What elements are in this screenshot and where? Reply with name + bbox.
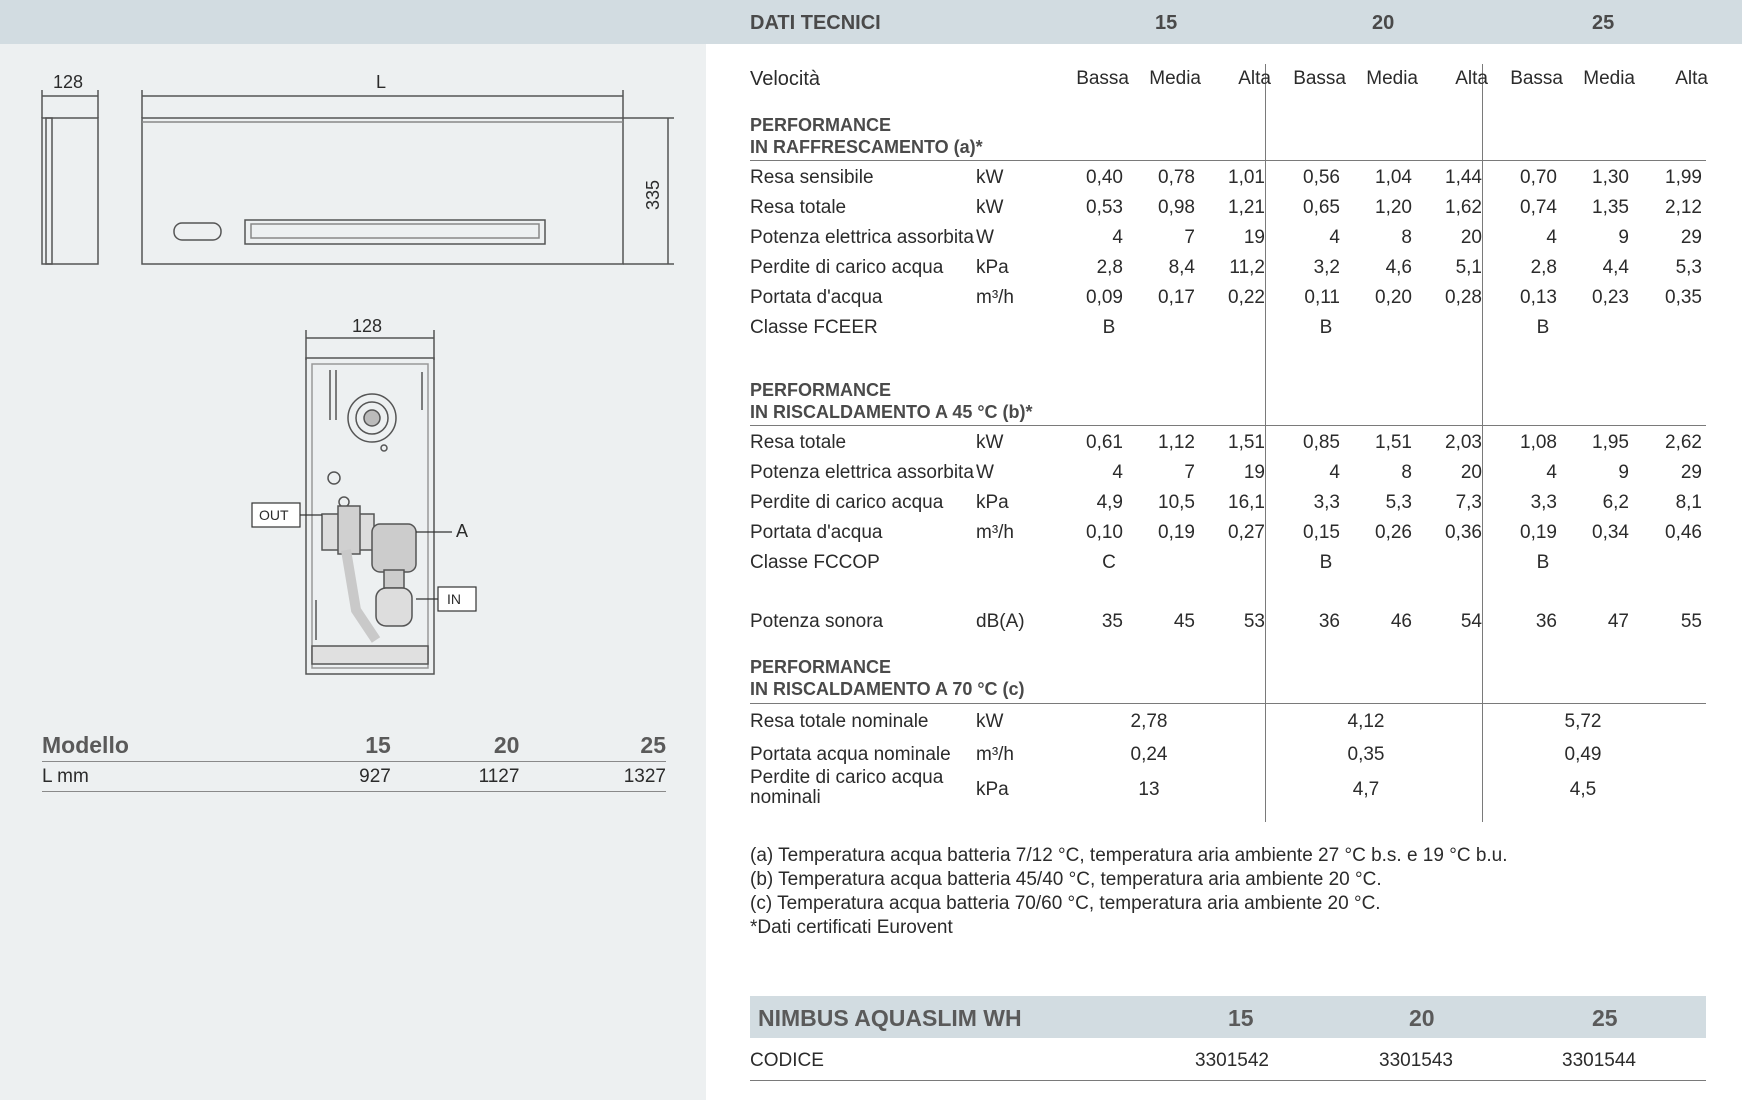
- model-header-label: Modello: [42, 732, 129, 758]
- row-value: 1,51: [1228, 432, 1265, 453]
- row-value: 1,62: [1445, 197, 1482, 218]
- speed-0: Bassa: [1076, 68, 1129, 89]
- row-value: 3,3: [1530, 492, 1557, 513]
- row-value: 0,19: [1520, 522, 1557, 543]
- row-value: 1,08: [1520, 432, 1557, 453]
- dim-height: 335: [643, 179, 663, 210]
- row-label: Portata d'acqua: [750, 287, 883, 308]
- model-header-15: 15: [365, 732, 391, 758]
- speed-2: Alta: [1238, 68, 1271, 89]
- row-unit: m³/h: [976, 522, 1014, 543]
- row-unit: m³/h: [976, 287, 1014, 308]
- row-value: 1,99: [1665, 167, 1702, 188]
- row-value: 6,2: [1602, 492, 1629, 513]
- row-value: 4,12: [1347, 711, 1385, 732]
- code-25: 3301544: [1562, 1050, 1636, 1071]
- tech-model-25: 25: [1592, 12, 1615, 34]
- row-value: 1,12: [1158, 432, 1195, 453]
- class-value: B: [1536, 317, 1550, 338]
- speed-6: Bassa: [1510, 68, 1563, 89]
- codes-model-20: 20: [1409, 1005, 1435, 1031]
- row-value: 0,40: [1086, 167, 1123, 188]
- sound-value: 35: [1101, 611, 1123, 632]
- row-unit: kPa: [976, 492, 1009, 513]
- speed-7: Media: [1583, 68, 1635, 89]
- row-value: 29: [1680, 227, 1702, 248]
- technical-data-section: [706, 0, 1742, 1100]
- row-value: 0,98: [1158, 197, 1195, 218]
- row-value: 9: [1618, 462, 1629, 483]
- class-label: Classe FCEER: [750, 317, 878, 338]
- row-value: 19: [1243, 462, 1265, 483]
- sound-value: 53: [1243, 611, 1265, 632]
- row-value: 2,78: [1130, 711, 1168, 732]
- heating70-rule: [750, 703, 1706, 704]
- row-value: 1,21: [1228, 197, 1265, 218]
- row-value: 20: [1460, 227, 1482, 248]
- row-label: Perdite di carico acqua: [750, 257, 944, 278]
- row-value: 0,26: [1375, 522, 1412, 543]
- row-label: Resa totale: [750, 432, 847, 453]
- row-value: 0,78: [1158, 167, 1195, 188]
- tech-model-20: 20: [1372, 12, 1395, 34]
- footnote-c: (c) Temperatura acqua batteria 70/60 °C, temperatura aria ambiente 20 °C.: [750, 893, 1381, 914]
- tech-header: [706, 0, 1742, 44]
- label-in: IN: [447, 591, 461, 607]
- row-value: 1,01: [1228, 167, 1265, 188]
- speed-4: Media: [1366, 68, 1418, 89]
- heating70-section-title: [750, 656, 1025, 700]
- row-value: 5,3: [1385, 492, 1412, 513]
- heating45-title-line2: IN RISCALDAMENTO A 45 °C (b)*: [750, 402, 1033, 422]
- row-unit: kW: [976, 197, 1004, 218]
- row-value: 0,27: [1228, 522, 1265, 543]
- row-value: 4,4: [1602, 257, 1629, 278]
- row-value: 8: [1401, 227, 1412, 248]
- row-value: 4,6: [1385, 257, 1412, 278]
- row-value: 0,09: [1086, 287, 1123, 308]
- row-value: 20: [1460, 462, 1482, 483]
- row-value: 0,61: [1086, 432, 1123, 453]
- sound-value: 36: [1535, 611, 1557, 632]
- row-value: 0,10: [1086, 522, 1123, 543]
- codes-header: [750, 996, 1706, 1038]
- row-value: 8: [1401, 462, 1412, 483]
- row-value: 2,03: [1445, 432, 1482, 453]
- side-view-drawing: [42, 90, 98, 264]
- speed-1: Media: [1149, 68, 1201, 89]
- code-20: 3301543: [1379, 1050, 1453, 1071]
- cooling-title-line1: PERFORMANCE: [750, 115, 892, 135]
- row-value: 0,22: [1228, 287, 1265, 308]
- row-value: 0,15: [1303, 522, 1340, 543]
- speed-label: Velocità: [750, 68, 821, 90]
- row-value: 5,1: [1455, 257, 1482, 278]
- row-value: 0,13: [1520, 287, 1557, 308]
- row-value: 11,2: [1229, 257, 1265, 278]
- row-label: Resa sensibile: [750, 167, 874, 188]
- cooling-rule: [750, 160, 1706, 161]
- speed-5: Alta: [1455, 68, 1488, 89]
- model-header-25: 25: [640, 732, 666, 758]
- row-label: Portata acqua nominale: [750, 744, 951, 765]
- label-a: A: [456, 521, 469, 541]
- codes-rule: [750, 1080, 1706, 1081]
- heating45-rule: [750, 425, 1706, 426]
- class-value: B: [1319, 317, 1333, 338]
- footnote-b: (b) Temperatura acqua batteria 45/40 °C, temperatura aria ambiente 20 °C.: [750, 869, 1382, 890]
- model-length-table: [42, 730, 666, 792]
- sound-value: 47: [1607, 611, 1629, 632]
- model-table-header: [42, 730, 666, 762]
- row-value: 1,35: [1592, 197, 1629, 218]
- row-value: 4: [1546, 462, 1557, 483]
- class-label: Classe FCCOP: [750, 552, 880, 573]
- row-value: 0,46: [1665, 522, 1702, 543]
- speed-8: Alta: [1675, 68, 1708, 89]
- sound-value: 55: [1680, 611, 1702, 632]
- row-unit: kPa: [976, 257, 1009, 278]
- row-value: 0,34: [1592, 522, 1629, 543]
- row-value: 1,51: [1375, 432, 1412, 453]
- row-value: 0,85: [1303, 432, 1340, 453]
- row-value: 9: [1618, 227, 1629, 248]
- row-value: 1,44: [1445, 167, 1482, 188]
- row-value: 3,2: [1313, 257, 1340, 278]
- dim-length: L: [376, 72, 387, 92]
- row-label: Potenza elettrica assorbita: [750, 462, 974, 483]
- row-label: Perdite di carico acqua: [750, 492, 944, 513]
- row-value: 4,9: [1096, 492, 1123, 513]
- row-value: 8,1: [1675, 492, 1702, 513]
- sound-label: Potenza sonora: [750, 611, 884, 632]
- row-value: 0,49: [1564, 744, 1602, 765]
- model-row-15: 927: [359, 765, 391, 787]
- sound-value: 54: [1460, 611, 1482, 632]
- row-value: 10,5: [1158, 492, 1195, 513]
- row-value: 0,24: [1130, 744, 1168, 765]
- row-value: 0,11: [1304, 287, 1340, 308]
- class-value: C: [1102, 552, 1116, 573]
- row-label: Resa totale: [750, 197, 847, 218]
- tech-model-15: 15: [1155, 12, 1178, 34]
- row-value: 1,20: [1375, 197, 1412, 218]
- footnote-a: (a) Temperatura acqua batteria 7/12 °C, temperatura aria ambiente 27 °C b.s. e 19 °C b.u.: [750, 845, 1508, 866]
- row-value: 4: [1546, 227, 1557, 248]
- row-value: 0,23: [1592, 287, 1629, 308]
- front-view-drawing: [142, 90, 674, 264]
- footnotes: [750, 844, 1508, 940]
- sound-value: 46: [1390, 611, 1412, 632]
- row-value: 1,04: [1375, 167, 1412, 188]
- row-value: 0,74: [1520, 197, 1557, 218]
- row-value: 4: [1112, 462, 1123, 483]
- row-value: 7: [1184, 462, 1195, 483]
- class-value: B: [1102, 317, 1116, 338]
- codes-model-25: 25: [1592, 1005, 1618, 1031]
- class-value: B: [1536, 552, 1550, 573]
- row-value: 0,19: [1158, 522, 1195, 543]
- row-label-line2: nominali: [750, 787, 821, 808]
- technical-drawings: [0, 0, 706, 700]
- row-value: 13: [1138, 779, 1160, 800]
- row-value: 1,95: [1592, 432, 1629, 453]
- row-value: 0,53: [1086, 197, 1123, 218]
- row-value: 5,72: [1564, 711, 1602, 732]
- row-unit: kW: [976, 167, 1004, 188]
- row-value: 7,3: [1455, 492, 1482, 513]
- speed-3: Bassa: [1293, 68, 1346, 89]
- row-unit: kPa: [976, 779, 1009, 800]
- row-label: Portata d'acqua: [750, 522, 883, 543]
- row-value: 19: [1243, 227, 1265, 248]
- codes-label: CODICE: [750, 1050, 824, 1071]
- row-unit: W: [976, 227, 994, 248]
- row-value: 7: [1184, 227, 1195, 248]
- dim-depth-side: 128: [352, 316, 383, 336]
- dim-depth-top: 128: [53, 72, 84, 92]
- cooling-title-line2: IN RAFFRESCAMENTO (a)*: [750, 137, 983, 157]
- row-unit: kW: [976, 711, 1004, 732]
- cooling-section-title: [750, 114, 983, 158]
- heating45-section-title: [750, 379, 1033, 423]
- row-value: 4: [1329, 462, 1340, 483]
- model-row-20: 1127: [478, 765, 520, 787]
- class-value: B: [1319, 552, 1333, 573]
- row-value: 4,5: [1569, 779, 1597, 800]
- row-value: 3,3: [1313, 492, 1340, 513]
- row-value: 2,12: [1665, 197, 1702, 218]
- row-value: 0,20: [1375, 287, 1412, 308]
- model-table-row: [42, 762, 666, 792]
- footnote-eurovent: *Dati certificati Eurovent: [750, 917, 953, 938]
- row-value: 4,7: [1352, 779, 1380, 800]
- row-value: 0,28: [1445, 287, 1482, 308]
- code-15: 3301542: [1195, 1050, 1269, 1071]
- model-header-20: 20: [493, 732, 520, 758]
- sound-unit: dB(A): [976, 611, 1025, 632]
- row-value: 0,36: [1445, 522, 1482, 543]
- row-value: 2,8: [1096, 257, 1123, 278]
- row-value: 2,8: [1530, 257, 1557, 278]
- sound-value: 36: [1318, 611, 1340, 632]
- row-value: 16,1: [1228, 492, 1265, 513]
- row-value: 0,70: [1520, 167, 1557, 188]
- row-value: 0,56: [1303, 167, 1340, 188]
- row-value: 0,17: [1158, 287, 1195, 308]
- row-value: 4: [1112, 227, 1123, 248]
- row-value: 0,35: [1347, 744, 1385, 765]
- heating70-title-line2: IN RISCALDAMENTO A 70 °C (c): [750, 679, 1025, 699]
- heating45-title-line1: PERFORMANCE: [750, 380, 892, 400]
- internal-view-drawing: [306, 330, 434, 674]
- row-unit: m³/h: [976, 744, 1014, 765]
- model-row-25: 1327: [623, 765, 666, 787]
- row-label: Resa totale nominale: [750, 711, 929, 732]
- tech-title: DATI TECNICI: [750, 12, 881, 34]
- label-out: OUT: [259, 507, 289, 523]
- row-value: 0,35: [1665, 287, 1702, 308]
- row-value: 1,30: [1592, 167, 1629, 188]
- row-value: 5,3: [1675, 257, 1702, 278]
- codes-title: NIMBUS AQUASLIM WH: [758, 1005, 1022, 1031]
- codes-model-15: 15: [1228, 1005, 1254, 1031]
- row-value: 2,62: [1665, 432, 1702, 453]
- row-value: 4: [1329, 227, 1340, 248]
- row-value: 8,4: [1168, 257, 1195, 278]
- row-unit: W: [976, 462, 994, 483]
- row-value: 29: [1680, 462, 1702, 483]
- row-label: Potenza elettrica assorbita: [750, 227, 974, 248]
- row-value: 0,65: [1303, 197, 1340, 218]
- sound-value: 45: [1173, 611, 1195, 632]
- row-label-line1: Perdite di carico acqua: [750, 767, 944, 788]
- heating70-title-line1: PERFORMANCE: [750, 657, 892, 677]
- row-unit: kW: [976, 432, 1004, 453]
- model-row-label: L mm: [42, 765, 89, 787]
